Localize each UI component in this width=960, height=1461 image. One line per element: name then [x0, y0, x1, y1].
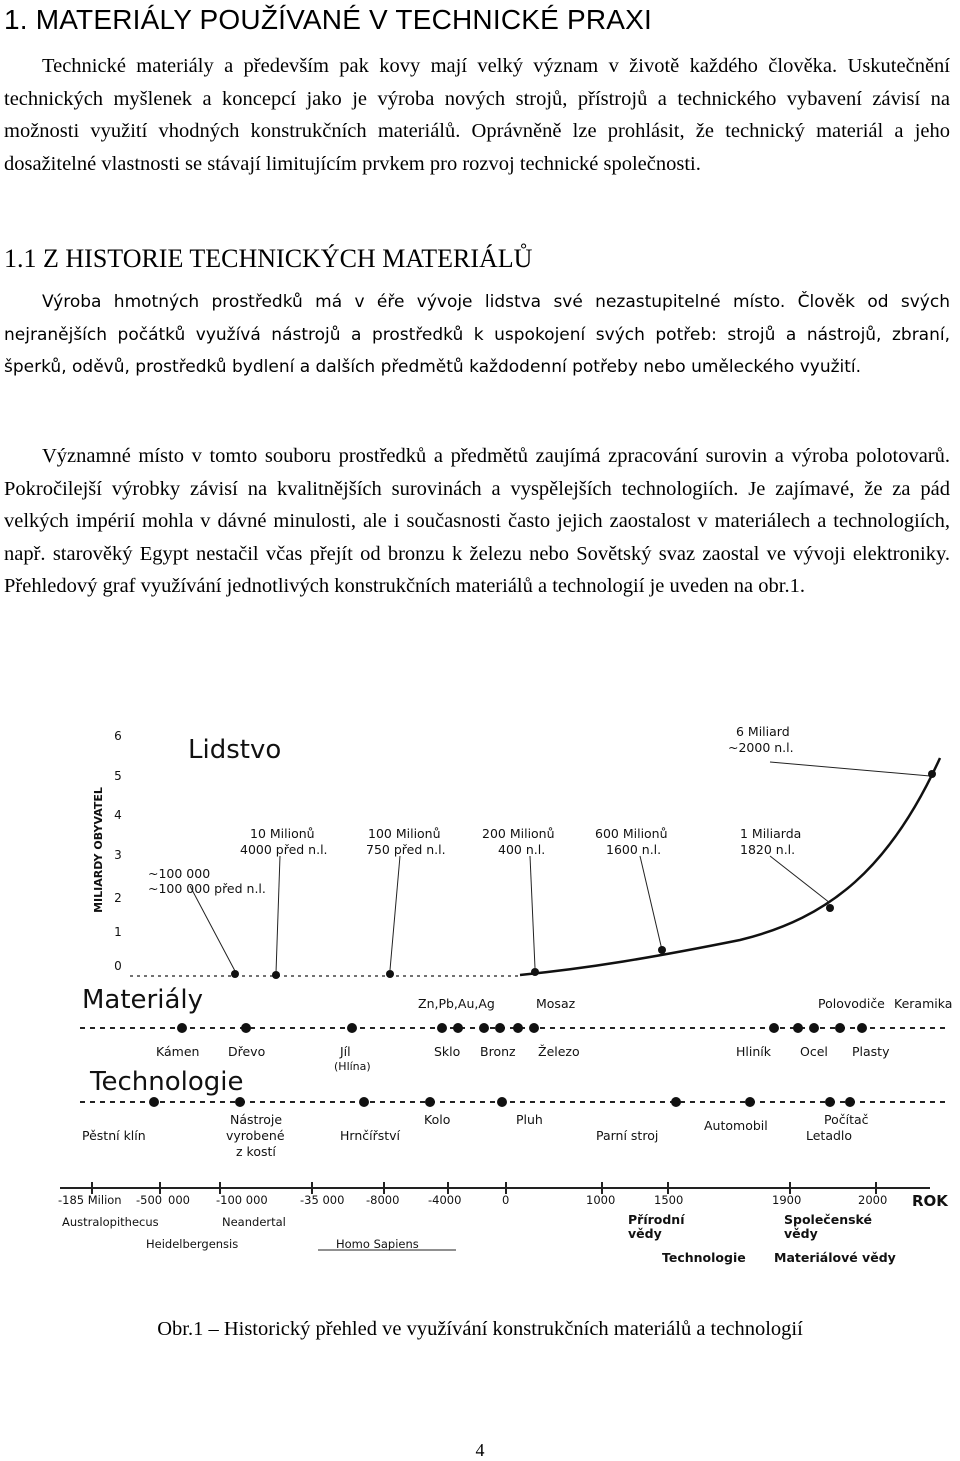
population-dot [386, 970, 394, 978]
material-label: Bronz [480, 1044, 516, 1059]
material-label: Železo [538, 1044, 580, 1059]
material-label: Ocel [800, 1044, 828, 1059]
technology-dot [845, 1097, 855, 1107]
materials-title: Materiály [82, 985, 204, 1015]
technology-dot [235, 1097, 245, 1107]
history-figure-svg [50, 718, 960, 1278]
page-number: 4 [475, 1440, 485, 1460]
pointer-line [390, 856, 400, 970]
technology-label: Parní stroj [596, 1128, 659, 1143]
section-heading: 1.1 Z HISTORIE TECHNICKÝCH MATERIÁLŮ [4, 244, 533, 273]
material-label: Jíl [340, 1044, 351, 1059]
history-figure [50, 718, 960, 1278]
y-axis-label: MILIARDY OBYVATEL [92, 787, 105, 913]
year-tick: 0 [502, 1193, 510, 1207]
materials-paragraph: Významné místo v tomto souboru prostředků a předmětů zaujímá zpracování surovin a výroba polotovarů. Pokročilejší výrobky závisí na kvalitnějších surovinách a vyspělejších technologiích. Je zajímavé, že za pád velkých impérií mohla v dávné minulosti, ale i současnosti často jejich zaostalost v materiálech a technologiích, např. starověký Egypt nestačil včas přejít od bronzu k železu nebo Sovětský svaz zaostal ve vývoji elektroniky. Přehledový graf využívání jednotlivých konstrukčních materiálů a technologií je uveden na obr.1. [4, 445, 950, 598]
year-tick: -185 Milion [58, 1193, 122, 1207]
material-label: Sklo [434, 1044, 461, 1059]
chapter-heading: 1. MATERIÁLY POUŽÍVANÉ V TECHNICKÉ PRAXI [4, 4, 653, 35]
pointer-line [276, 856, 280, 973]
y-tick: 4 [114, 808, 122, 822]
population-dot [658, 946, 666, 954]
material-dot [495, 1023, 505, 1033]
pointer-line [770, 762, 930, 776]
history-paragraph: Výroba hmotných prostředků má v éře vývoje lidstva své nezastupitelné místo. Člověk od svých nejranějších počátků využívá nástrojů a prostředků k uspokojení svých potřeb: strojů a nástrojů, zbraní, šperků, oděvů, prostředků bydlení a dalších předmětů každodenní potřeby nebo uměleckého využití. [4, 292, 950, 378]
technology-dot [825, 1097, 835, 1107]
technology-title: Technologie [90, 1067, 244, 1097]
era-label: vědy [784, 1226, 818, 1241]
pointer-line [770, 856, 830, 903]
technology-label: Kolo [424, 1112, 451, 1127]
intro-paragraph: Technické materiály a především pak kovy mají velký význam v životě každého člověka. Uskutečnění technických myšlenek a koncepcí jako je výroba nových strojů, přístrojů a technického vybavení závisí na možnosti využití vhodných konstrukčních materiálů. Oprávněně lze prohlásit, že technický materiál a jeho dosažitelné vlastnosti se stávají limitujícím prvkem pro rozvoj technické společnosti. [4, 55, 950, 175]
population-dot [231, 970, 239, 978]
material-dot [347, 1023, 357, 1033]
material-dot [769, 1023, 779, 1033]
population-dot [531, 968, 539, 976]
year-tick: -4000 [428, 1193, 462, 1207]
year-tick: 1500 [654, 1193, 684, 1207]
pointer-line [640, 856, 662, 950]
technology-dot [149, 1097, 159, 1107]
y-tick: 1 [114, 925, 122, 939]
year-unit: ROK [912, 1192, 948, 1210]
technology-label: Pěstní klín [82, 1128, 146, 1143]
material-label: Hliník [736, 1044, 771, 1059]
pointer-line [530, 856, 535, 968]
technology-label: Nástroje [230, 1112, 283, 1127]
y-tick: 5 [114, 769, 122, 783]
material-dot [529, 1023, 539, 1033]
population-note: 100 Milionů [368, 826, 441, 841]
population-note: ~100 000 [148, 866, 211, 881]
population-dot [272, 971, 280, 979]
technology-dot [497, 1097, 507, 1107]
material-label: (Hlína) [334, 1060, 371, 1073]
year-tick: -35 000 [300, 1193, 345, 1207]
population-note: 1820 n.l. [740, 842, 796, 857]
pointer-line [190, 886, 235, 971]
population-dot [826, 904, 834, 912]
material-dot [241, 1023, 251, 1033]
material-dot [453, 1023, 463, 1033]
population-note: ~100 000 před n.l. [148, 881, 266, 896]
population-note: ~2000 n.l. [728, 740, 794, 755]
era-label: Homo Sapiens [336, 1237, 419, 1251]
technology-label: Pluh [516, 1112, 543, 1127]
material-dot [793, 1023, 803, 1033]
technology-label: Automobil [704, 1118, 768, 1133]
population-note: 750 před n.l. [366, 842, 446, 857]
population-note: 6 Miliard [736, 724, 790, 739]
year-tick: 000 [168, 1193, 190, 1207]
technology-label: vyrobené [226, 1128, 285, 1143]
material-label: Plasty [852, 1044, 890, 1059]
technology-label: z kostí [236, 1144, 276, 1159]
material-dot [809, 1023, 819, 1033]
material-label: Polovodiče [818, 996, 885, 1011]
material-label: Mosaz [536, 996, 576, 1011]
material-label: Keramika [894, 996, 953, 1011]
material-dot [437, 1023, 447, 1033]
year-tick: 1000 [586, 1193, 616, 1207]
population-note: 1 Miliarda [740, 826, 802, 841]
year-tick: -8000 [366, 1193, 400, 1207]
y-tick: 6 [114, 729, 122, 743]
technology-dot [359, 1097, 369, 1107]
technology-dot [425, 1097, 435, 1107]
material-label: Dřevo [228, 1044, 266, 1059]
year-tick: -500 [136, 1193, 163, 1207]
material-dot [479, 1023, 489, 1033]
population-note: 600 Milionů [595, 826, 668, 841]
era-label: Společenské [784, 1212, 872, 1227]
figure-caption: Obr.1 – Historický přehled ve využívání konstrukčních materiálů a technologií [157, 1318, 803, 1340]
era-label: Přírodní [628, 1212, 685, 1227]
y-tick: 0 [114, 959, 122, 973]
y-tick: 3 [114, 848, 122, 862]
population-note: 400 n.l. [498, 842, 546, 857]
technology-label: Hrnčířství [340, 1128, 401, 1143]
material-dot [177, 1023, 187, 1033]
population-note: 10 Milionů [250, 826, 315, 841]
population-note: 1600 n.l. [606, 842, 662, 857]
year-tick: -100 000 [216, 1193, 268, 1207]
material-dot [513, 1023, 523, 1033]
material-dot [835, 1023, 845, 1033]
population-curve [520, 758, 940, 975]
technology-label: Počítač [824, 1112, 869, 1127]
year-tick: 2000 [858, 1193, 888, 1207]
technology-label: Letadlo [806, 1128, 853, 1143]
era-label: vědy [628, 1226, 662, 1241]
population-dot [928, 770, 936, 778]
era-label: Australopithecus [62, 1215, 159, 1229]
material-label: Kámen [156, 1044, 200, 1059]
era-label: Heidelbergensis [146, 1237, 239, 1251]
era-label: Materiálové vědy [774, 1250, 896, 1265]
technology-dot [745, 1097, 755, 1107]
material-label: Zn,Pb,Au,Ag [418, 996, 495, 1011]
era-label: Technologie [662, 1250, 746, 1265]
era-label: Neandertal [222, 1215, 286, 1229]
lidstvo-title: Lidstvo [188, 735, 282, 765]
population-note: 200 Milionů [482, 826, 555, 841]
population-note: 4000 před n.l. [240, 842, 328, 857]
material-dot [857, 1023, 867, 1033]
y-tick: 2 [114, 891, 122, 905]
technology-dot [671, 1097, 681, 1107]
year-tick: 1900 [772, 1193, 802, 1207]
